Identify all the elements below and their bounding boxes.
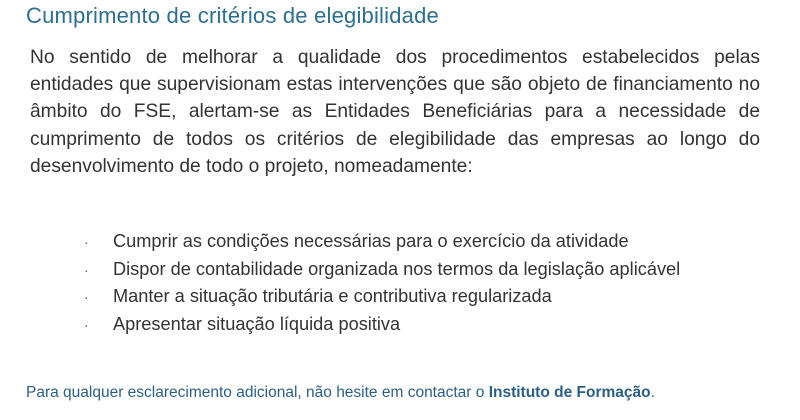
intro-paragraph: No sentido de melhorar a qualidade dos procedimentos estabelecidos pelas entidades que supervisionam estas intervenções que são objeto de financiamento no âmbito do FSE, alertam-se as Entidades Beneficiárias para a necessidade de cumprimento de todos os critérios de elegibilidade das empresas ao longo do desenvolvimento de todo o projeto, nomeadamente: (30, 47, 760, 177)
bullet-icon: · (84, 316, 89, 333)
bullet-icon: · (84, 289, 89, 305)
list-item (84, 311, 680, 339)
list-item (84, 256, 680, 284)
contact-note (26, 384, 655, 402)
list-item (84, 283, 680, 311)
criterion-text: Cumprir as condições necessárias para o exercício da atividade (113, 231, 629, 251)
contact-note-text: Para qualquer esclarecimento adicional, não hesite em contactar o (26, 384, 489, 401)
criterion-text: Dispor de contabilidade organizada nos termos da legislação aplicável (113, 258, 681, 279)
contact-note-end: . (650, 384, 655, 401)
eligibility-criteria-list (84, 228, 680, 338)
list-item (84, 228, 680, 256)
criterion-text: Apresentar situação líquida positiva (113, 313, 401, 334)
section-heading: Cumprimento de critérios de elegibilidade (26, 3, 439, 28)
bullet-icon: · (84, 261, 89, 278)
criterion-text: Manter a situação tributária e contributiva regularizada (113, 286, 552, 306)
bullet-icon: · (84, 234, 89, 250)
organization-name: Instituto de Formação (488, 384, 651, 401)
